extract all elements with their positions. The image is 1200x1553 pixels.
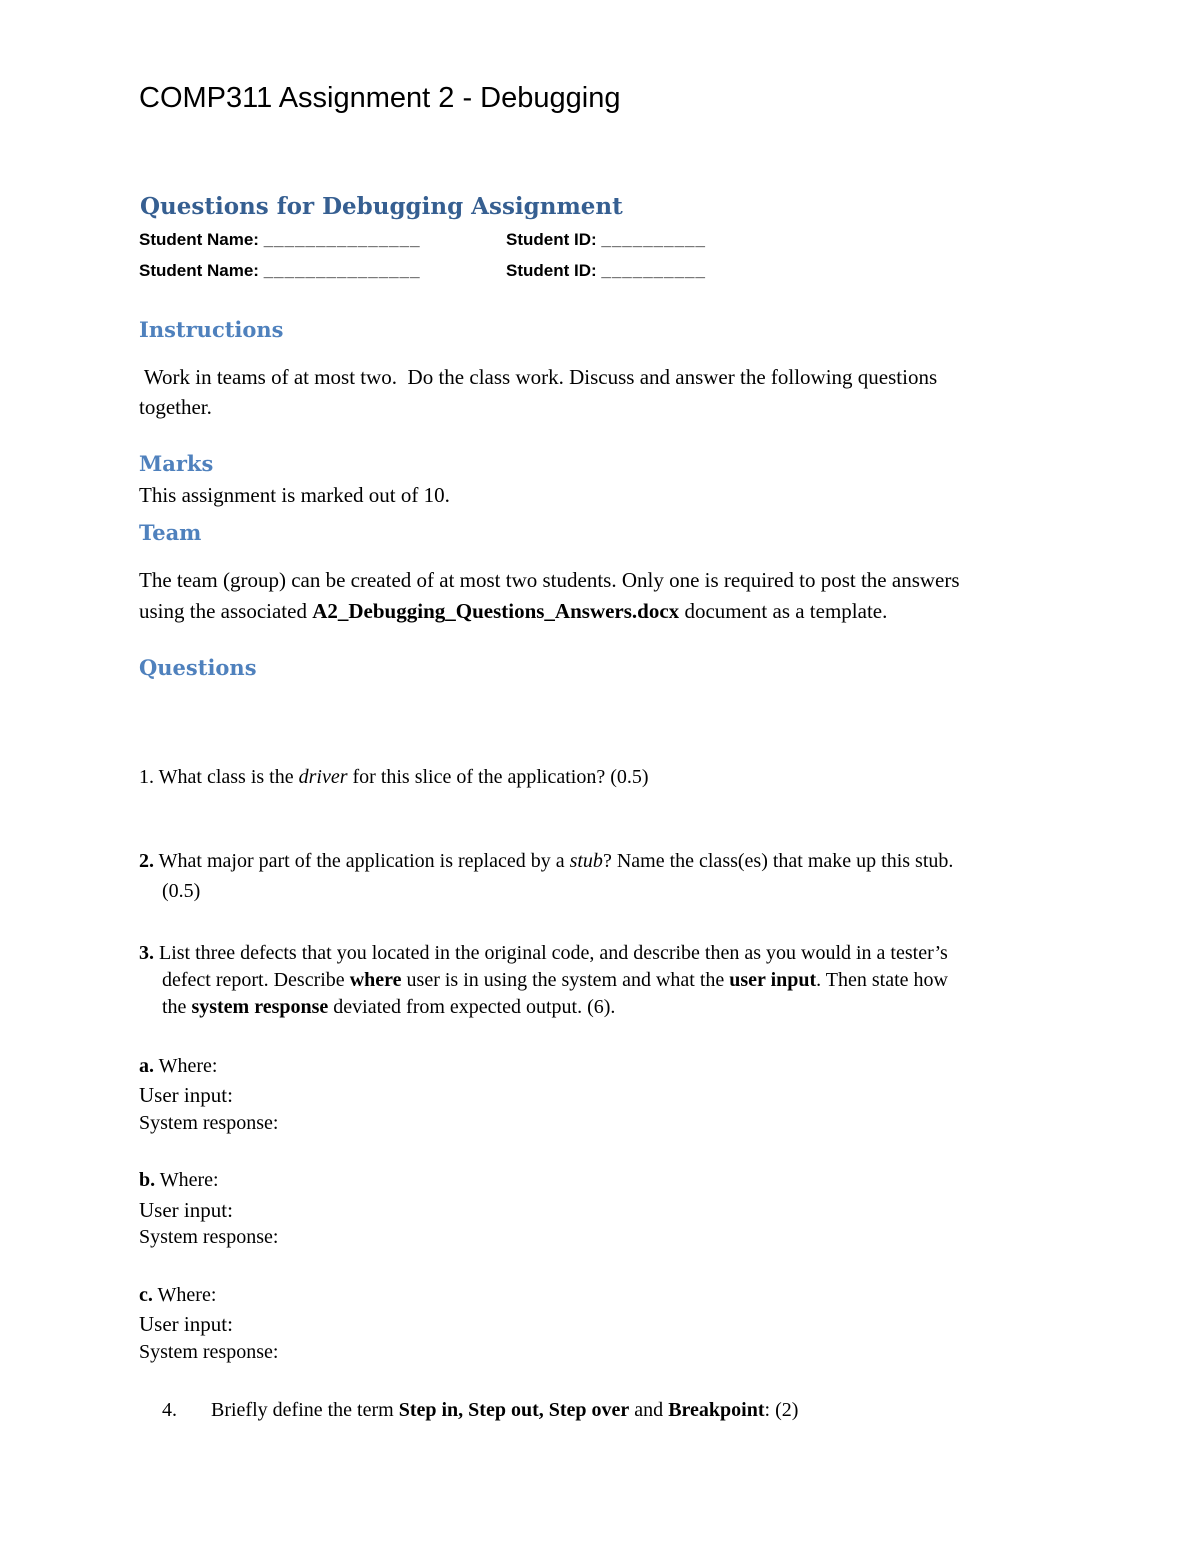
question-text: the (162, 996, 192, 1018)
team-line-2-post: document as a template. (679, 599, 888, 623)
question-number: 3. (139, 942, 154, 964)
question-3-line-3 (162, 996, 615, 1019)
question-text: deviated from expected output. (6). (328, 996, 616, 1018)
defect-c-response: System response: (139, 1341, 279, 1363)
question-text: for this slice of the application? (0.5) (347, 766, 649, 788)
document-title: COMP311 Assignment 2 - Debugging (139, 82, 621, 114)
defect-c-input: User input: (139, 1312, 233, 1336)
team-line-2 (139, 599, 887, 624)
student-name-blank: _______________ (263, 261, 421, 280)
defect-a-input: User input: (139, 1083, 233, 1107)
defect-a-response: System response: (139, 1112, 279, 1134)
question-3 (139, 942, 948, 965)
defect-letter: a. (139, 1055, 154, 1077)
defect-where-label: Where: (155, 1169, 219, 1191)
question-text: : (2) (764, 1399, 799, 1421)
student-id-blank: __________ (601, 230, 706, 249)
marks-text: This assignment is marked out of 10. (139, 483, 450, 507)
defect-letter: b. (139, 1169, 156, 1191)
section-subtitle: Questions for Debugging Assignment (140, 193, 623, 220)
question-number: 1. (139, 766, 154, 788)
template-filename: A2_Debugging_Questions_Answers.docx (312, 599, 680, 623)
student-row-1 (139, 230, 421, 250)
question-4-number: 4. (162, 1399, 177, 1421)
team-line-1: The team (group) can be created of at most two students. Only one is required to post the answers (139, 568, 960, 592)
defect-c-where (139, 1284, 216, 1307)
question-2 (139, 850, 953, 873)
question-emphasis: Step in, Step out, Step over (398, 1399, 630, 1421)
questions-heading: Questions (139, 655, 257, 680)
question-text: What class is the (154, 766, 299, 788)
defect-where-label: Where: (154, 1055, 218, 1077)
question-emphasis: system response (191, 996, 329, 1018)
question-4 (211, 1399, 798, 1422)
team-line-2-pre: using the associated (139, 599, 313, 623)
marks-heading: Marks (139, 451, 214, 476)
student-id-label: Student ID: (506, 230, 597, 249)
student-name-label: Student Name: (139, 230, 259, 249)
question-text: Briefly define the term (211, 1399, 399, 1421)
question-text: ? Name the class(es) that make up this stub. (602, 850, 954, 872)
student-name-blank: _______________ (263, 230, 421, 249)
student-id-row-2 (506, 261, 706, 281)
student-id-row-1 (506, 230, 706, 250)
instructions-line-2: together. (139, 395, 212, 419)
question-text: defect report. Describe (162, 969, 350, 991)
instructions-line-1: Work in teams of at most two. Do the class work. Discuss and answer the following questions (139, 365, 938, 389)
question-emphasis: Breakpoint (668, 1399, 765, 1421)
defect-a-where (139, 1055, 218, 1078)
student-id-blank: __________ (601, 261, 706, 280)
question-text: What major part of the application is replaced by a (154, 850, 570, 872)
question-3-line-2 (162, 969, 948, 992)
student-name-label: Student Name: (139, 261, 259, 280)
defect-where-label: Where: (152, 1284, 217, 1306)
defect-b-where (139, 1169, 219, 1192)
question-2-line-2: (0.5) (162, 880, 201, 902)
question-1 (139, 766, 649, 789)
question-text: user is in using the system and what the (401, 969, 730, 991)
question-emphasis: stub (569, 850, 603, 872)
defect-letter: c. (139, 1284, 153, 1306)
student-row-2 (139, 261, 421, 281)
question-text: List three defects that you located in the original code, and describe then as you would in a tester’s (154, 942, 948, 964)
question-emphasis: where (349, 969, 402, 991)
question-emphasis: user input (729, 969, 817, 991)
question-text: and (629, 1399, 669, 1421)
student-id-label: Student ID: (506, 261, 597, 280)
team-heading: Team (139, 520, 202, 545)
defect-b-input: User input: (139, 1198, 233, 1222)
defect-b-response: System response: (139, 1226, 279, 1248)
question-number: 2. (139, 850, 154, 872)
instructions-heading: Instructions (139, 317, 284, 342)
question-emphasis: driver (298, 766, 348, 788)
question-text: . Then state how (816, 969, 948, 991)
